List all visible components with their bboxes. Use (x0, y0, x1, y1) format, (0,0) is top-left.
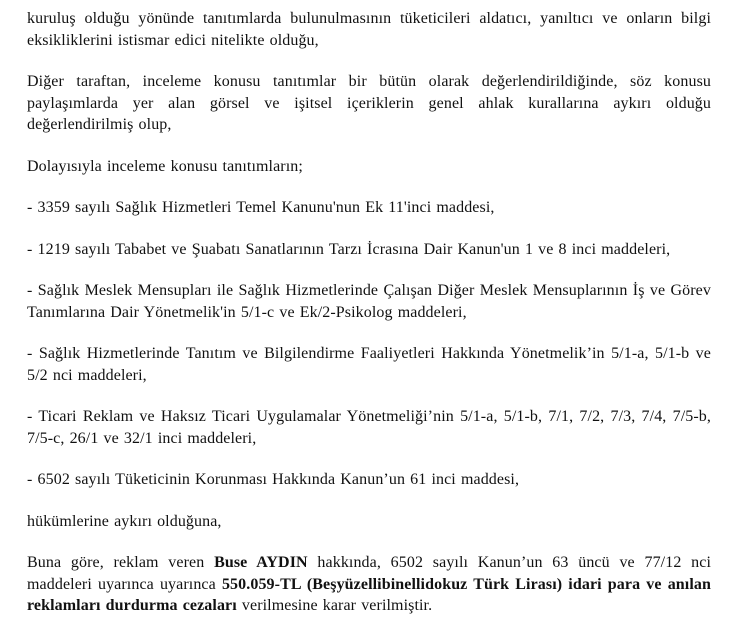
statute-list-item (27, 469, 711, 491)
text-run: verilmesine karar verilmiştir. (236, 597, 433, 614)
paragraph (27, 156, 711, 178)
bold-text-run: Buse AYDIN (214, 554, 308, 571)
text-run: - 1219 sayılı Tababet ve Şuabatı Sanatlarının Tarzı İcrasına Dair Kanun'un 1 ve 8 inci maddeleri, (27, 240, 671, 258)
paragraph (27, 8, 711, 51)
text-run: Buna göre, reklam veren (27, 554, 215, 571)
statute-list-item (27, 280, 711, 323)
bold-text-run: 550.059-TL (Beşyüzellibinellidokuz Türk Lirası) idari para ve anılan reklamları durdurma cezaları (27, 575, 711, 614)
text-run: - 6502 sayılı Tüketicinin Korunması Hakkında Kanun’un 61 inci maddesi, (27, 471, 520, 488)
statute-list-item (27, 239, 711, 261)
text-run: hakkında, 6502 sayılı Kanun’un 63 üncü ve 77/12 nci maddeleri uyarınca uyarınca (27, 554, 711, 593)
statute-list-item (27, 343, 711, 386)
text-run: - Sağlık Meslek Mensupları ile Sağlık Hizmetlerinde Çalışan Diğer Meslek Mensuplarının İş ve Görev Tanımlarına Dair Yönetmelik'in 5/1-c ve Ek/2-Psikolog maddeleri, (27, 282, 711, 321)
text-run: - Sağlık Hizmetlerinde Tanıtım ve Bilgilendirme Faaliyetleri Hakkında Yönetmelik’in 5/1-a, 5/1-b ve 5/2 nci maddeleri, (27, 345, 711, 384)
text-run: Diğer taraftan, inceleme konusu tanıtımlar bir bütün olarak değerlendirildiğinde, söz konusu paylaşımlarda yer alan görsel ve işitsel içeriklerin genel ahlak kurallarına aykırı olduğu değerlendirilmiş olup, (27, 73, 711, 133)
text-run: Dolayısıyla inceleme konusu tanıtımların; (27, 157, 303, 175)
text-run: kuruluş olduğu yönünde tanıtımlarda bulunulmasının tüketicileri aldatıcı, yanıltıcı ve onların bilgi eksikliklerini istismar edici nitelikte olduğu, (27, 10, 711, 49)
text-run: - Ticari Reklam ve Haksız Ticari Uygulamalar Yönetmeliği’nin 5/1-a, 5/1-b, 7/1, 7/2, 7/3, 7/4, 7/5-b, 7/5-c, 26/1 ve 32/1 inci maddeleri, (27, 408, 711, 447)
paragraph (27, 511, 711, 533)
paragraph (27, 71, 711, 136)
paragraph (27, 552, 711, 617)
text-run: - 3359 sayılı Sağlık Hizmetleri Temel Kanunu'nun Ek 11'inci maddesi, (27, 199, 495, 216)
text-run: hükümlerine aykırı olduğuna, (27, 512, 222, 530)
statute-list-item (27, 197, 711, 219)
statute-list-item (27, 406, 711, 449)
